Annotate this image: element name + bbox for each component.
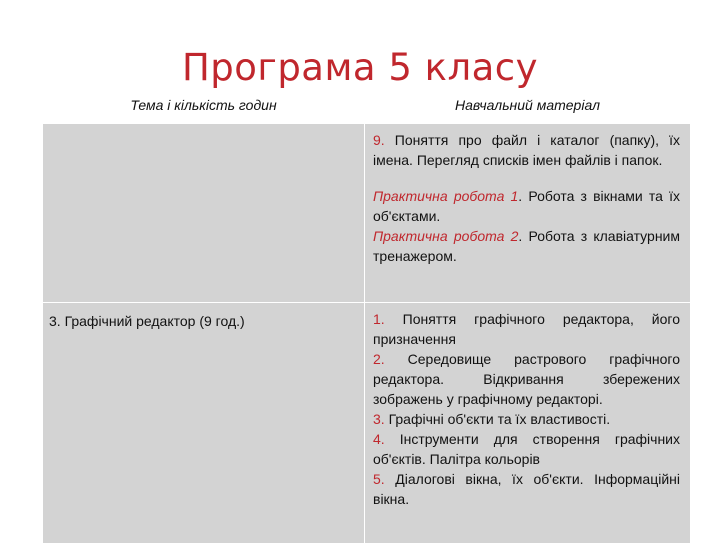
practical-work-label: Практична робота 1 [373,188,519,204]
list-item [373,130,680,170]
item-text: Середовище растрового графічного редактора. Відкривання збережених зображень у графічному редакторі. [373,351,680,407]
list-item [373,469,680,509]
practical-work-label: Практична робота 2 [373,228,519,244]
item-text: Діалогові вікна, їх об'єкти. Інформаційні вікна. [373,471,680,507]
curriculum-table [42,96,691,544]
table-header-row [43,97,691,124]
item-text: Інструменти для створення графічних об'єктів. Палітра кольорів [373,431,680,467]
item-number: 5. [373,471,385,487]
practical-work-item [373,226,680,266]
item-number: 3. [373,411,385,427]
item-number: 2. [373,351,385,367]
material-cell [365,303,691,544]
item-text: Поняття про файл і каталог (папку), їх імена. Перегляд списків імен файлів і папок. [373,132,680,168]
practical-work-item [373,186,680,226]
practical-work-text: . Робота з вікнами та їх об'єктами. [373,188,680,224]
practical-work-text: . Робота з клавіатурним тренажером. [373,228,680,264]
item-text: Поняття графічного редактора, його призначення [373,311,680,347]
table-row [43,124,691,303]
topic-text [43,124,364,140]
item-text: Графічні об'єкти та їх властивості. [384,411,611,427]
list-item [373,349,680,409]
material-cell [365,124,691,303]
item-number: 1. [373,311,385,327]
list-item [373,309,680,349]
page-title: Програма 5 класу [181,46,539,89]
list-item [373,429,680,469]
topic-cell [43,303,365,544]
column-header-material: Навчальний матеріал [365,97,691,124]
topic-cell [43,124,365,303]
table-row [43,303,691,544]
item-number: 9. [373,132,385,148]
column-header-topic: Тема і кількість годин [43,97,365,124]
item-number: 4. [373,431,385,447]
topic-text: 3. Графічний редактор (9 год.) [49,313,245,329]
list-item [373,409,680,429]
